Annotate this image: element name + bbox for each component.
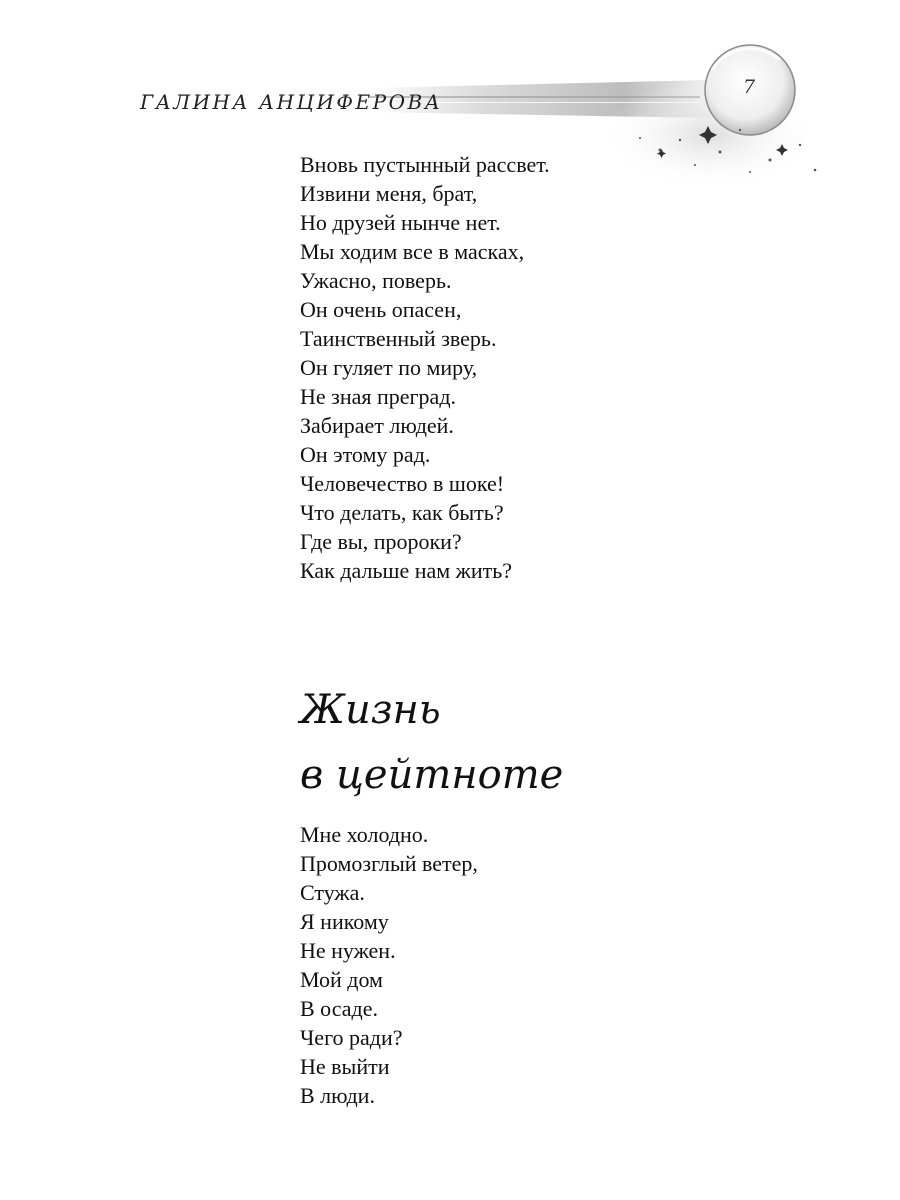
page-number: 7 <box>742 76 756 98</box>
poem-title-line-2: в цейтноте <box>300 752 564 798</box>
poem-line: Он гуляет по миру, <box>300 355 478 380</box>
poem-1 <box>300 150 550 585</box>
poem-2 <box>300 820 478 1110</box>
poem-line: Он очень опасен, <box>300 297 462 322</box>
poem-line: Чего ради? <box>300 1025 403 1050</box>
poem-line: Человечество в шоке! <box>300 471 505 496</box>
poem-line: Не нужен. <box>300 938 396 963</box>
moon-circle-decoration <box>600 40 830 200</box>
poem-line: Мне холодно. <box>300 822 429 847</box>
poem-title-line-1: Жизнь <box>300 687 441 733</box>
poem-line: Я никому <box>300 909 389 934</box>
poem-line: Но друзей нынче нет. <box>300 210 501 235</box>
poem-line: Не зная преград. <box>300 384 457 409</box>
poem-line: Ужасно, поверь. <box>300 268 452 293</box>
poem-line: В люди. <box>300 1083 375 1108</box>
poem-line: Не выйти <box>300 1054 390 1079</box>
poem-line: Как дальше нам жить? <box>300 558 513 583</box>
poem-line: Мой дом <box>300 967 383 992</box>
poem-line: Забирает людей. <box>300 413 454 438</box>
poem-line: В осаде. <box>300 996 378 1021</box>
poem-line: Извини меня, брат, <box>300 181 478 206</box>
poem-line: Промозглый ветер, <box>300 851 478 876</box>
author-name: ГАЛИНА АНЦИФЕРОВА <box>140 90 443 114</box>
poem-line: Стужа. <box>300 880 365 905</box>
poem-line: Вновь пустынный рассвет. <box>300 152 550 177</box>
poem-line: Что делать, как быть? <box>300 500 504 525</box>
poem-line: Мы ходим все в масках, <box>300 239 525 264</box>
poem-line: Он этому рад. <box>300 442 431 467</box>
poem-line: Таинственный зверь. <box>300 326 497 351</box>
poem-line: Где вы, пророки? <box>300 529 462 554</box>
